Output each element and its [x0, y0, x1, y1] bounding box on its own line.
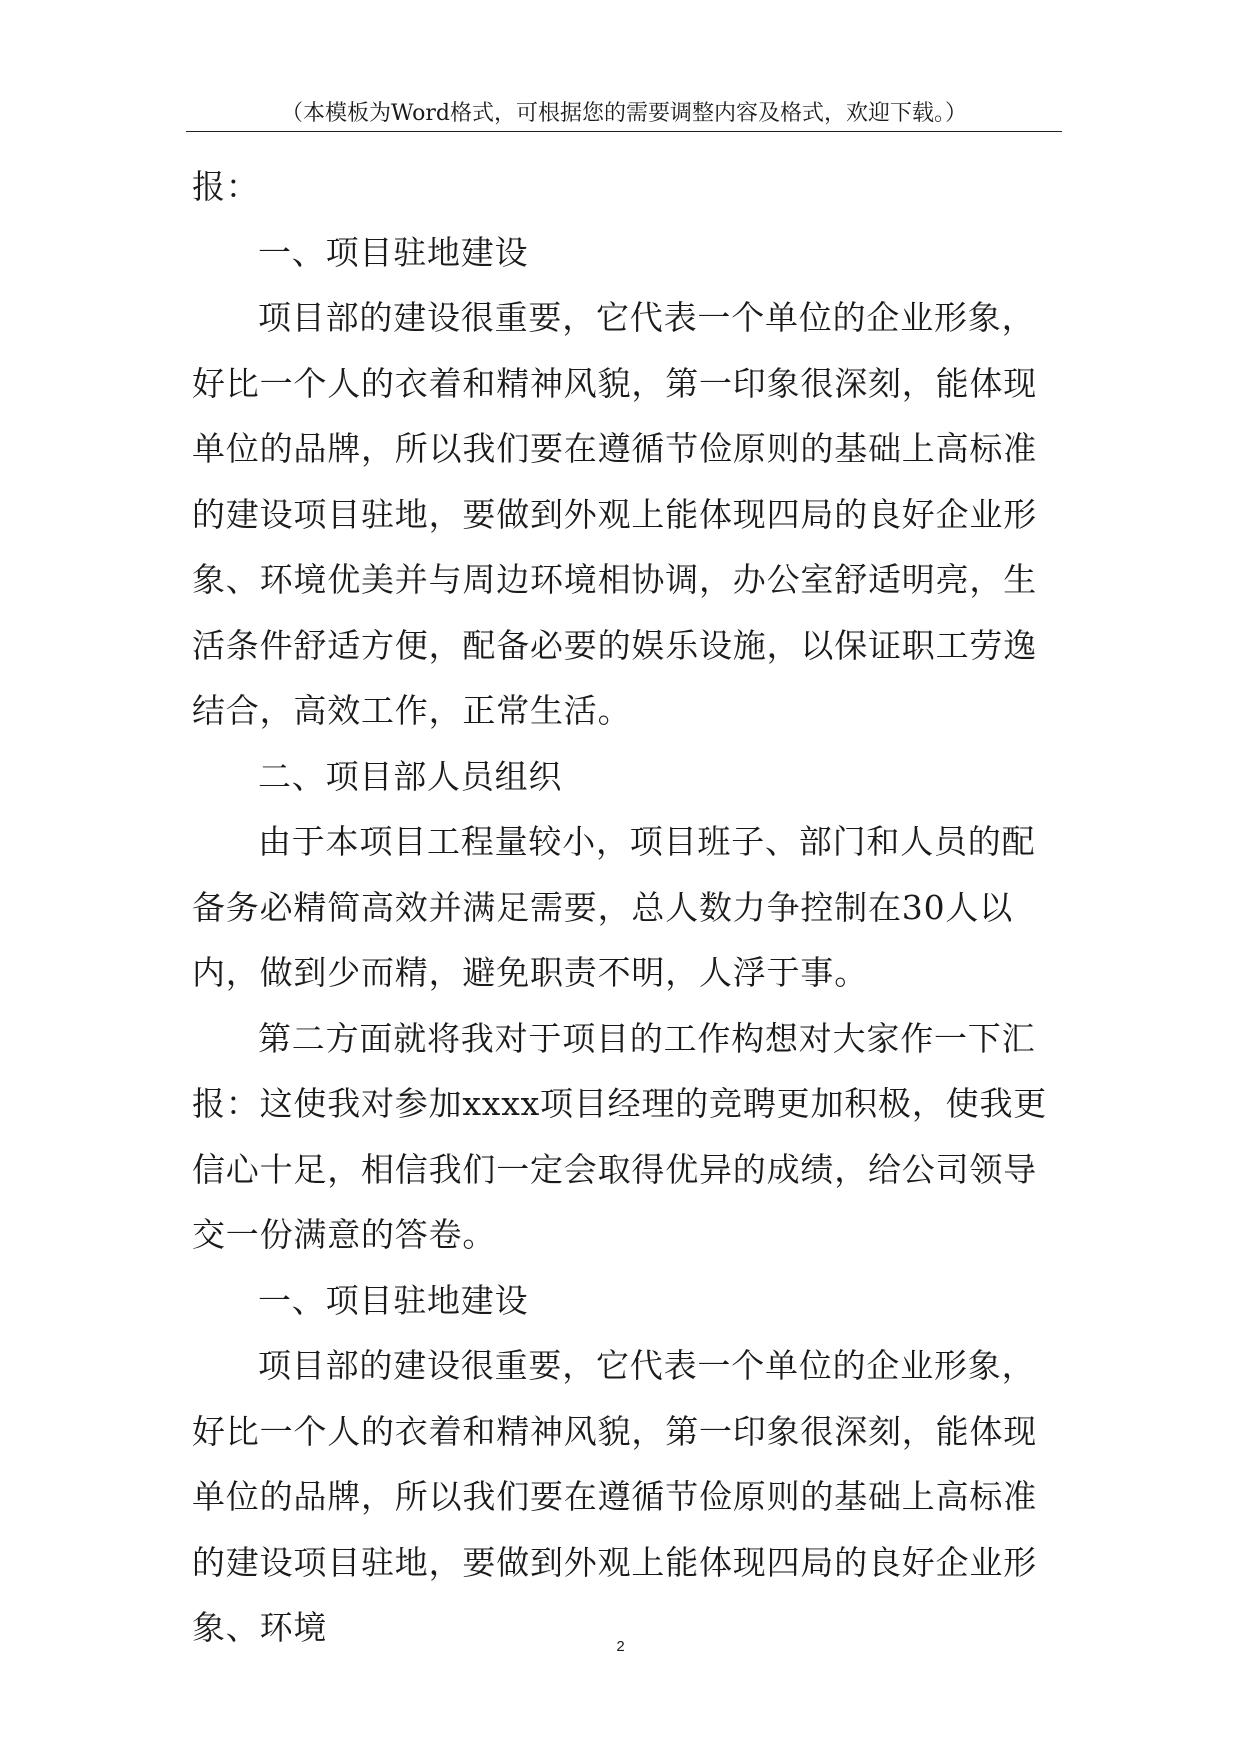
paragraph: 报： — [192, 167, 260, 206]
paragraph: 第二方面就将我对于项目的工作构想对大家作一下汇报：这使我对参加xxxx项目经理的竞聘更加积极，使我更信心十足，相信我们一定会取得优异的成绩，给公司领导交一份满意的答卷。 — [192, 1018, 1048, 1254]
paragraph: 项目部的建设很重要，它代表一个单位的企业形象，好比一个人的衣着和精神风貌，第一印象很深刻，能体现单位的品牌，所以我们要在遵循节俭原则的基础上高标准的建设项目驻地，要做到外观上能体现四局的良好企业形象、环境优美并与周边环境相协调，办公室舒适明亮，生活条件舒适方便，配备必要的娱乐设施，以保证职工劳逸结合，高效工作，正常生活。 — [192, 298, 1037, 730]
header-divider — [186, 131, 1062, 132]
section-heading: 一、项目驻地建设 — [258, 1280, 529, 1320]
paragraph: 由于本项目工程量较小，项目班子、部门和人员的配备务必精简高效并满足需要，总人数力争控制在30人以内，做到少而精，避免职责不明，人浮于事。 — [192, 822, 1036, 992]
page-number: 2 — [616, 1638, 625, 1655]
document-body — [192, 154, 1064, 1661]
section-heading: 二、项目部人员组织 — [258, 756, 563, 796]
header-note: （本模板为Word格式，可根据您的需要调整内容及格式，欢迎下载。） — [281, 101, 967, 126]
section-heading: 一、项目驻地建设 — [258, 232, 529, 272]
paragraph: 项目部的建设很重要，它代表一个单位的企业形象，好比一个人的衣着和精神风貌，第一印象很深刻，能体现单位的品牌，所以我们要在遵循节俭原则的基础上高标准的建设项目驻地，要做到外观上能体现四局的良好企业形象、环境 — [192, 1346, 1037, 1647]
